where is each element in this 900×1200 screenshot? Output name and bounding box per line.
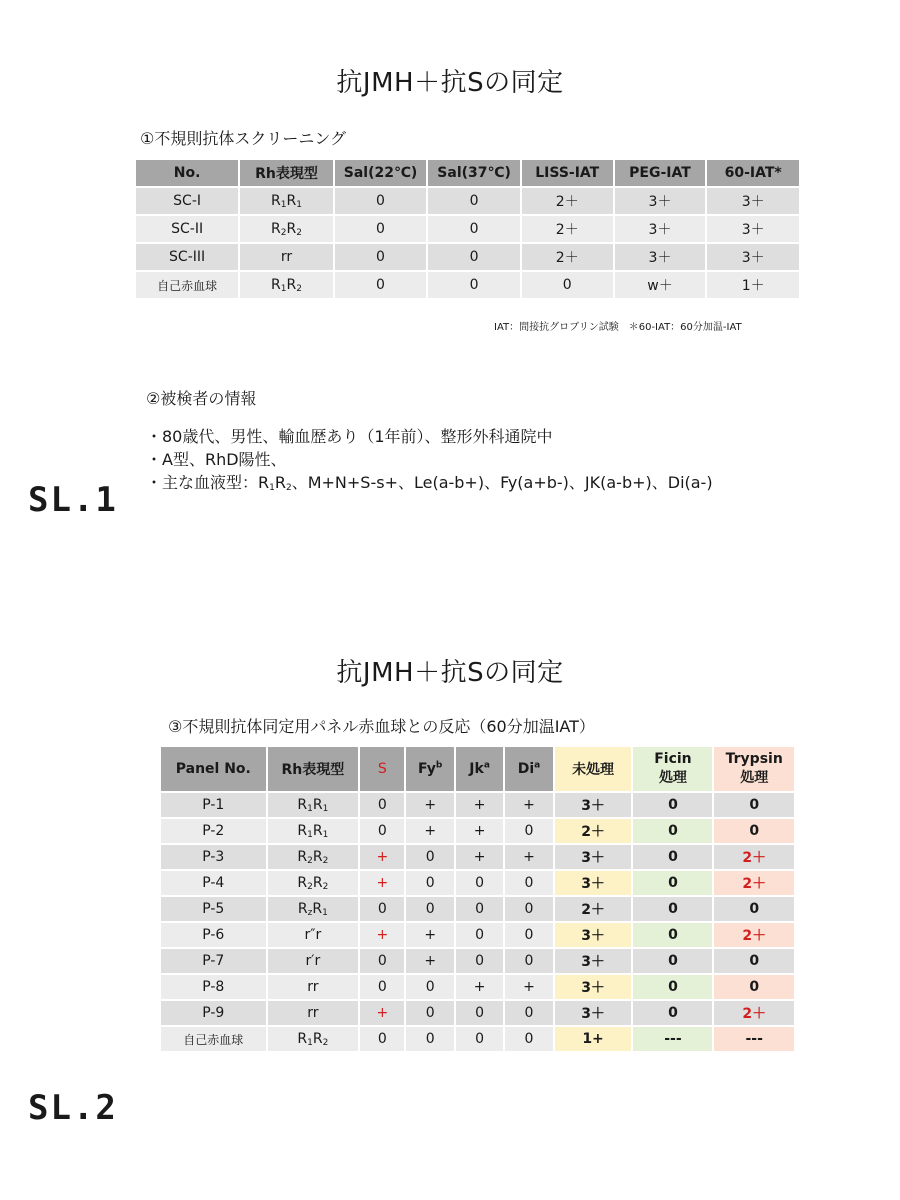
- rh-subscript: 2: [296, 228, 302, 238]
- header-text: 処理: [658, 770, 687, 786]
- trypsin-cell: 2＋: [714, 923, 794, 947]
- rh-cell: [268, 923, 359, 947]
- jka-antigen-cell: 0: [456, 871, 503, 895]
- header-cell: Panel No.: [161, 747, 266, 791]
- table-row: [161, 975, 794, 999]
- rh-text: R: [312, 1031, 323, 1047]
- rh-text: R: [312, 901, 323, 917]
- rh-cell: [268, 845, 359, 869]
- rh-cell: [240, 188, 333, 214]
- ficin-cell: 0: [633, 923, 712, 947]
- rh-cell: [268, 949, 359, 973]
- info-text: 、M+N+S-s+、Le(a-b+)、Fy(a+b-)、JK(a-b+)、Di(a-): [291, 473, 713, 492]
- rh-subscript: 2: [322, 882, 329, 892]
- header-cell: [505, 747, 552, 791]
- screening-table: [134, 158, 801, 300]
- header-cell: LISS-IAT: [522, 160, 613, 186]
- rh-subscript: 2: [296, 284, 302, 294]
- result-cell: 0: [335, 216, 427, 242]
- rh-subscript: 2: [322, 856, 329, 866]
- header-cell: 未処理: [555, 747, 632, 791]
- rh-text: rr: [280, 249, 293, 265]
- table-row: [161, 819, 794, 843]
- untreated-cell: 3＋: [555, 975, 632, 999]
- rh-subscript: 2: [307, 882, 313, 892]
- dia-antigen-cell: 0: [505, 1001, 552, 1025]
- header-cell: [633, 747, 712, 791]
- fyb-antigen-cell: 0: [406, 845, 453, 869]
- result-cell: 1＋: [707, 272, 799, 298]
- info-text: R: [274, 473, 286, 492]
- ficin-cell: 0: [633, 793, 712, 817]
- jka-antigen-cell: +: [456, 819, 503, 843]
- header-cell: 60-IAT*: [707, 160, 799, 186]
- rh-subscript: 1: [280, 200, 287, 210]
- sample-cell: SC-III: [136, 244, 238, 270]
- sample-cell: SC-II: [136, 216, 238, 242]
- result-cell: 0: [428, 216, 520, 242]
- rh-subscript: 1: [322, 908, 328, 918]
- rh-text: R: [297, 823, 308, 839]
- s-antigen-cell: 0: [360, 1027, 404, 1051]
- trypsin-cell: ---: [714, 1027, 794, 1051]
- rh-text: R: [286, 221, 297, 237]
- rh-cell: [268, 1027, 359, 1051]
- rh-text: r″r: [304, 927, 322, 943]
- result-cell: 0: [428, 272, 520, 298]
- untreated-cell: 3＋: [555, 923, 632, 947]
- untreated-cell: 3＋: [555, 949, 632, 973]
- fyb-antigen-cell: +: [406, 793, 453, 817]
- panel-cell: P-7: [161, 949, 266, 973]
- sample-cell: 自己赤血球: [136, 272, 238, 298]
- sample-cell: SC-I: [136, 188, 238, 214]
- header-superscript: a: [534, 760, 541, 771]
- table-row: [161, 923, 794, 947]
- panel-cell: P-2: [161, 819, 266, 843]
- table-row: [161, 845, 794, 869]
- dia-antigen-cell: +: [505, 793, 552, 817]
- panel-cell: P-6: [161, 923, 266, 947]
- result-cell: 0: [428, 188, 520, 214]
- dia-antigen-cell: 0: [505, 871, 552, 895]
- dia-antigen-cell: 0: [505, 949, 552, 973]
- patient-info-line: ・A型、RhD陽性、: [146, 450, 287, 469]
- rh-text: R: [312, 875, 323, 891]
- rh-text: R: [312, 849, 323, 865]
- table-row: [136, 216, 799, 242]
- result-cell: 2＋: [522, 188, 613, 214]
- fyb-antigen-cell: 0: [406, 1001, 453, 1025]
- panel-heading: ③不規則抗体同定用パネル赤血球との反応（60分加温IAT）: [168, 717, 595, 736]
- dia-antigen-cell: +: [505, 975, 552, 999]
- result-cell: 3＋: [615, 244, 706, 270]
- header-superscript: a: [483, 760, 490, 771]
- jka-antigen-cell: +: [456, 793, 503, 817]
- s-antigen-cell: 0: [360, 819, 404, 843]
- s-antigen-cell: +: [360, 845, 404, 869]
- panel-header-row: [161, 747, 794, 791]
- rh-subscript: z: [307, 908, 313, 918]
- s-antigen-cell: +: [360, 923, 404, 947]
- s-antigen-cell: 0: [360, 949, 404, 973]
- table-row: [161, 897, 794, 921]
- dia-antigen-cell: 0: [505, 897, 552, 921]
- rh-cell: [268, 793, 359, 817]
- fyb-antigen-cell: 0: [406, 975, 453, 999]
- rh-text: R: [286, 277, 297, 293]
- rh-subscript: 1: [322, 830, 329, 840]
- header-text: Trypsin: [725, 751, 783, 767]
- result-cell: 2＋: [522, 244, 613, 270]
- header-text: Di: [517, 761, 535, 777]
- trypsin-cell: 0: [714, 975, 794, 999]
- trypsin-cell: 2＋: [714, 1001, 794, 1025]
- info-text: ・主な血液型：R: [146, 473, 270, 492]
- dia-antigen-cell: +: [505, 845, 552, 869]
- trypsin-cell: 0: [714, 819, 794, 843]
- table-row: [161, 871, 794, 895]
- fyb-antigen-cell: +: [406, 819, 453, 843]
- info-subscript: 1: [269, 483, 275, 493]
- ficin-cell: 0: [633, 1001, 712, 1025]
- untreated-cell: 2＋: [555, 819, 632, 843]
- result-cell: 0: [335, 188, 427, 214]
- rh-cell: [268, 897, 359, 921]
- result-cell: 3＋: [707, 188, 799, 214]
- ficin-cell: ---: [633, 1027, 712, 1051]
- panel-cell: P-3: [161, 845, 266, 869]
- s-antigen-cell: 0: [360, 793, 404, 817]
- header-text: Fy: [417, 761, 436, 777]
- ficin-cell: 0: [633, 949, 712, 973]
- untreated-cell: 3＋: [555, 845, 632, 869]
- dia-antigen-cell: 0: [505, 819, 552, 843]
- untreated-cell: 2＋: [555, 897, 632, 921]
- trypsin-cell: 0: [714, 897, 794, 921]
- rh-text: R: [297, 849, 308, 865]
- fyb-antigen-cell: 0: [406, 1027, 453, 1051]
- header-cell: Rh表現型: [268, 747, 359, 791]
- rh-subscript: 2: [280, 228, 287, 238]
- result-cell: 0: [335, 244, 427, 270]
- table-row: [161, 1027, 794, 1051]
- result-cell: 3＋: [615, 188, 706, 214]
- rh-subscript: 1: [296, 200, 302, 210]
- untreated-cell: 3＋: [555, 793, 632, 817]
- dia-antigen-cell: 0: [505, 923, 552, 947]
- table-row: [136, 188, 799, 214]
- jka-antigen-cell: 0: [456, 1001, 503, 1025]
- rh-subscript: 1: [307, 830, 313, 840]
- panel-cell: 自己赤血球: [161, 1027, 266, 1051]
- ficin-cell: 0: [633, 897, 712, 921]
- rh-subscript: 1: [307, 1038, 313, 1048]
- patient-info-line: ・80歳代、男性、輸血歴あり（1年前）、整形外科通院中: [146, 427, 553, 446]
- trypsin-cell: 0: [714, 949, 794, 973]
- jka-antigen-cell: 0: [456, 1027, 503, 1051]
- ficin-cell: 0: [633, 871, 712, 895]
- panel-cell: P-1: [161, 793, 266, 817]
- panel-cell: P-5: [161, 897, 266, 921]
- s-antigen-cell: 0: [360, 975, 404, 999]
- jka-antigen-cell: +: [456, 845, 503, 869]
- rh-subscript: 1: [280, 284, 287, 294]
- screening-heading: ①不規則抗体スクリーニング: [140, 129, 347, 148]
- table-row: [136, 272, 799, 298]
- slide2-title: 抗JMH＋抗Sの同定: [336, 658, 564, 688]
- table-row: [161, 949, 794, 973]
- rh-text: R: [297, 901, 308, 917]
- header-cell: [714, 747, 794, 791]
- table-row: [161, 793, 794, 817]
- fyb-antigen-cell: 0: [406, 897, 453, 921]
- header-cell: PEG-IAT: [615, 160, 706, 186]
- dia-antigen-cell: 0: [505, 1027, 552, 1051]
- rh-cell: [268, 871, 359, 895]
- result-cell: 2＋: [522, 216, 613, 242]
- panel-table: [159, 745, 796, 1053]
- ficin-cell: 0: [633, 845, 712, 869]
- rh-cell: [268, 1001, 359, 1025]
- table-row: [136, 244, 799, 270]
- jka-antigen-cell: 0: [456, 897, 503, 921]
- fyb-antigen-cell: 0: [406, 871, 453, 895]
- untreated-cell: 1+: [555, 1027, 632, 1051]
- rh-text: R: [297, 875, 308, 891]
- rh-cell: [240, 272, 333, 298]
- rh-cell: [268, 975, 359, 999]
- jka-antigen-cell: 0: [456, 949, 503, 973]
- trypsin-cell: 2＋: [714, 845, 794, 869]
- rh-cell: [240, 244, 333, 270]
- rh-subscript: 1: [322, 804, 329, 814]
- slide-label: SL.1: [28, 480, 118, 520]
- result-cell: w＋: [615, 272, 706, 298]
- header-cell: S: [360, 747, 404, 791]
- result-cell: 3＋: [707, 244, 799, 270]
- panel-cell: P-8: [161, 975, 266, 999]
- rh-text: rr: [307, 1005, 319, 1021]
- patient-info-line: [146, 471, 713, 494]
- rh-subscript: 2: [322, 1038, 329, 1048]
- header-cell: [406, 747, 453, 791]
- header-text: Jk: [469, 761, 484, 777]
- slide1-title: 抗JMH＋抗Sの同定: [336, 68, 564, 98]
- result-cell: 0: [522, 272, 613, 298]
- fyb-antigen-cell: +: [406, 923, 453, 947]
- rh-subscript: 1: [307, 804, 313, 814]
- rh-text: R: [297, 797, 308, 813]
- panel-cell: P-9: [161, 1001, 266, 1025]
- header-cell: Sal(22℃): [335, 160, 427, 186]
- slide-label: SL.2: [28, 1088, 118, 1128]
- rh-subscript: 2: [307, 856, 313, 866]
- header-superscript: b: [435, 760, 443, 771]
- jka-antigen-cell: 0: [456, 923, 503, 947]
- trypsin-cell: 2＋: [714, 871, 794, 895]
- rh-text: R: [286, 193, 297, 209]
- table-row: [161, 1001, 794, 1025]
- rh-text: R: [271, 193, 281, 209]
- rh-cell: [240, 216, 333, 242]
- info-subscript: 2: [285, 483, 292, 493]
- rh-text: R: [297, 1031, 308, 1047]
- patient-info-heading: ②被検者の情報: [146, 389, 257, 408]
- rh-text: R: [271, 277, 281, 293]
- result-cell: 0: [335, 272, 427, 298]
- s-antigen-cell: +: [360, 1001, 404, 1025]
- header-cell: No.: [136, 160, 238, 186]
- panel-cell: P-4: [161, 871, 266, 895]
- s-antigen-cell: +: [360, 871, 404, 895]
- rh-text: rr: [307, 979, 319, 995]
- header-cell: Sal(37℃): [428, 160, 520, 186]
- untreated-cell: 3＋: [555, 871, 632, 895]
- jka-antigen-cell: +: [456, 975, 503, 999]
- header-text: Ficin: [654, 751, 692, 767]
- ficin-cell: 0: [633, 975, 712, 999]
- rh-cell: [268, 819, 359, 843]
- rh-text: r′r: [305, 953, 321, 969]
- footnote: IAT：間接抗グロブリン試験 ＊60-IAT：60分加温-IAT: [494, 322, 742, 333]
- rh-text: R: [271, 221, 281, 237]
- header-cell: Rh表現型: [240, 160, 333, 186]
- rh-text: R: [312, 797, 323, 813]
- untreated-cell: 3＋: [555, 1001, 632, 1025]
- ficin-cell: 0: [633, 819, 712, 843]
- result-cell: 3＋: [707, 216, 799, 242]
- header-cell: [456, 747, 503, 791]
- header-text: 処理: [740, 770, 769, 786]
- result-cell: 3＋: [615, 216, 706, 242]
- trypsin-cell: 0: [714, 793, 794, 817]
- s-antigen-cell: 0: [360, 897, 404, 921]
- rh-text: R: [312, 823, 323, 839]
- screening-header-row: [136, 160, 799, 186]
- result-cell: 0: [428, 244, 520, 270]
- fyb-antigen-cell: +: [406, 949, 453, 973]
